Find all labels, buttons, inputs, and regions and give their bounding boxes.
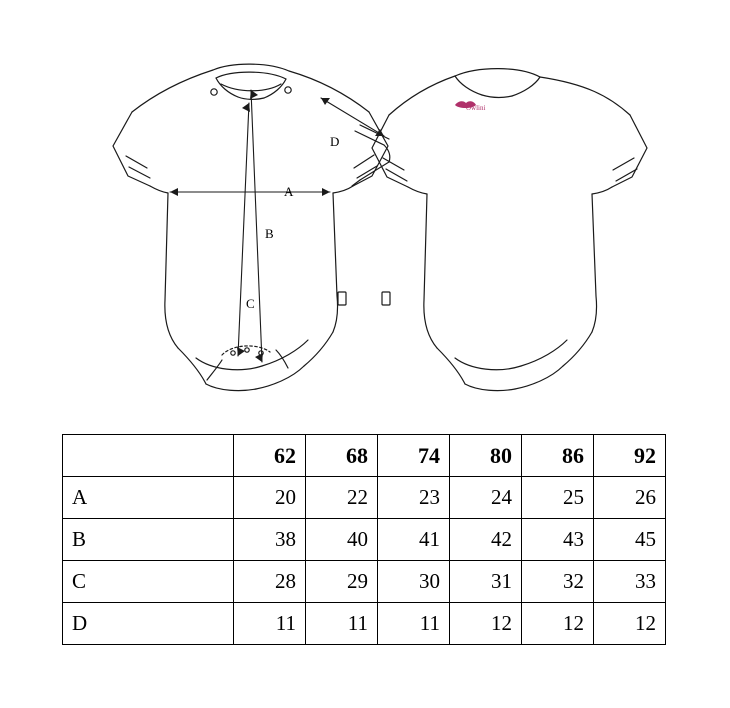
size-table-wrap <box>62 434 666 645</box>
cell-D-80: 12 <box>450 603 522 645</box>
cell-D-62: 11 <box>234 603 306 645</box>
cell-D-86: 12 <box>522 603 594 645</box>
measure-label-A: A <box>284 184 294 199</box>
row-label-A: A <box>63 477 234 519</box>
cell-A-74: 23 <box>378 477 450 519</box>
back-bodysuit-outline <box>372 69 647 391</box>
cell-A-80: 24 <box>450 477 522 519</box>
brand-logo <box>455 101 486 112</box>
table-row <box>63 603 666 645</box>
cell-B-68: 40 <box>306 519 378 561</box>
size-header-86: 86 <box>522 435 594 477</box>
front-bodysuit-outline <box>113 64 390 390</box>
cell-C-92: 33 <box>594 561 666 603</box>
cell-C-80: 31 <box>450 561 522 603</box>
cell-D-92: 12 <box>594 603 666 645</box>
cell-B-86: 43 <box>522 519 594 561</box>
row-label-C: C <box>63 561 234 603</box>
cell-A-68: 22 <box>306 477 378 519</box>
size-header-62: 62 <box>234 435 306 477</box>
table-row <box>63 561 666 603</box>
size-header-80: 80 <box>450 435 522 477</box>
measure-label-D: D <box>330 134 340 149</box>
cell-D-68: 11 <box>306 603 378 645</box>
cell-A-92: 26 <box>594 477 666 519</box>
cell-D-74: 11 <box>378 603 450 645</box>
table-row <box>63 519 666 561</box>
measure-label-B: B <box>265 226 274 241</box>
measure-label-C: C <box>246 296 255 311</box>
size-header-68: 68 <box>306 435 378 477</box>
brand-text: Owlini <box>466 104 486 112</box>
row-label-B: B <box>63 519 234 561</box>
cell-C-74: 30 <box>378 561 450 603</box>
size-header-74: 74 <box>378 435 450 477</box>
cell-B-62: 38 <box>234 519 306 561</box>
row-label-D: D <box>63 603 234 645</box>
cell-C-68: 29 <box>306 561 378 603</box>
measure-arrows <box>170 90 384 362</box>
cell-C-86: 32 <box>522 561 594 603</box>
size-table <box>62 434 666 645</box>
size-header-92: 92 <box>594 435 666 477</box>
table-header-row <box>63 435 666 477</box>
table-row <box>63 477 666 519</box>
cell-B-92: 45 <box>594 519 666 561</box>
cell-B-74: 41 <box>378 519 450 561</box>
table-corner-cell <box>63 435 234 477</box>
cell-B-80: 42 <box>450 519 522 561</box>
cell-A-86: 25 <box>522 477 594 519</box>
cell-C-62: 28 <box>234 561 306 603</box>
cell-A-62: 20 <box>234 477 306 519</box>
